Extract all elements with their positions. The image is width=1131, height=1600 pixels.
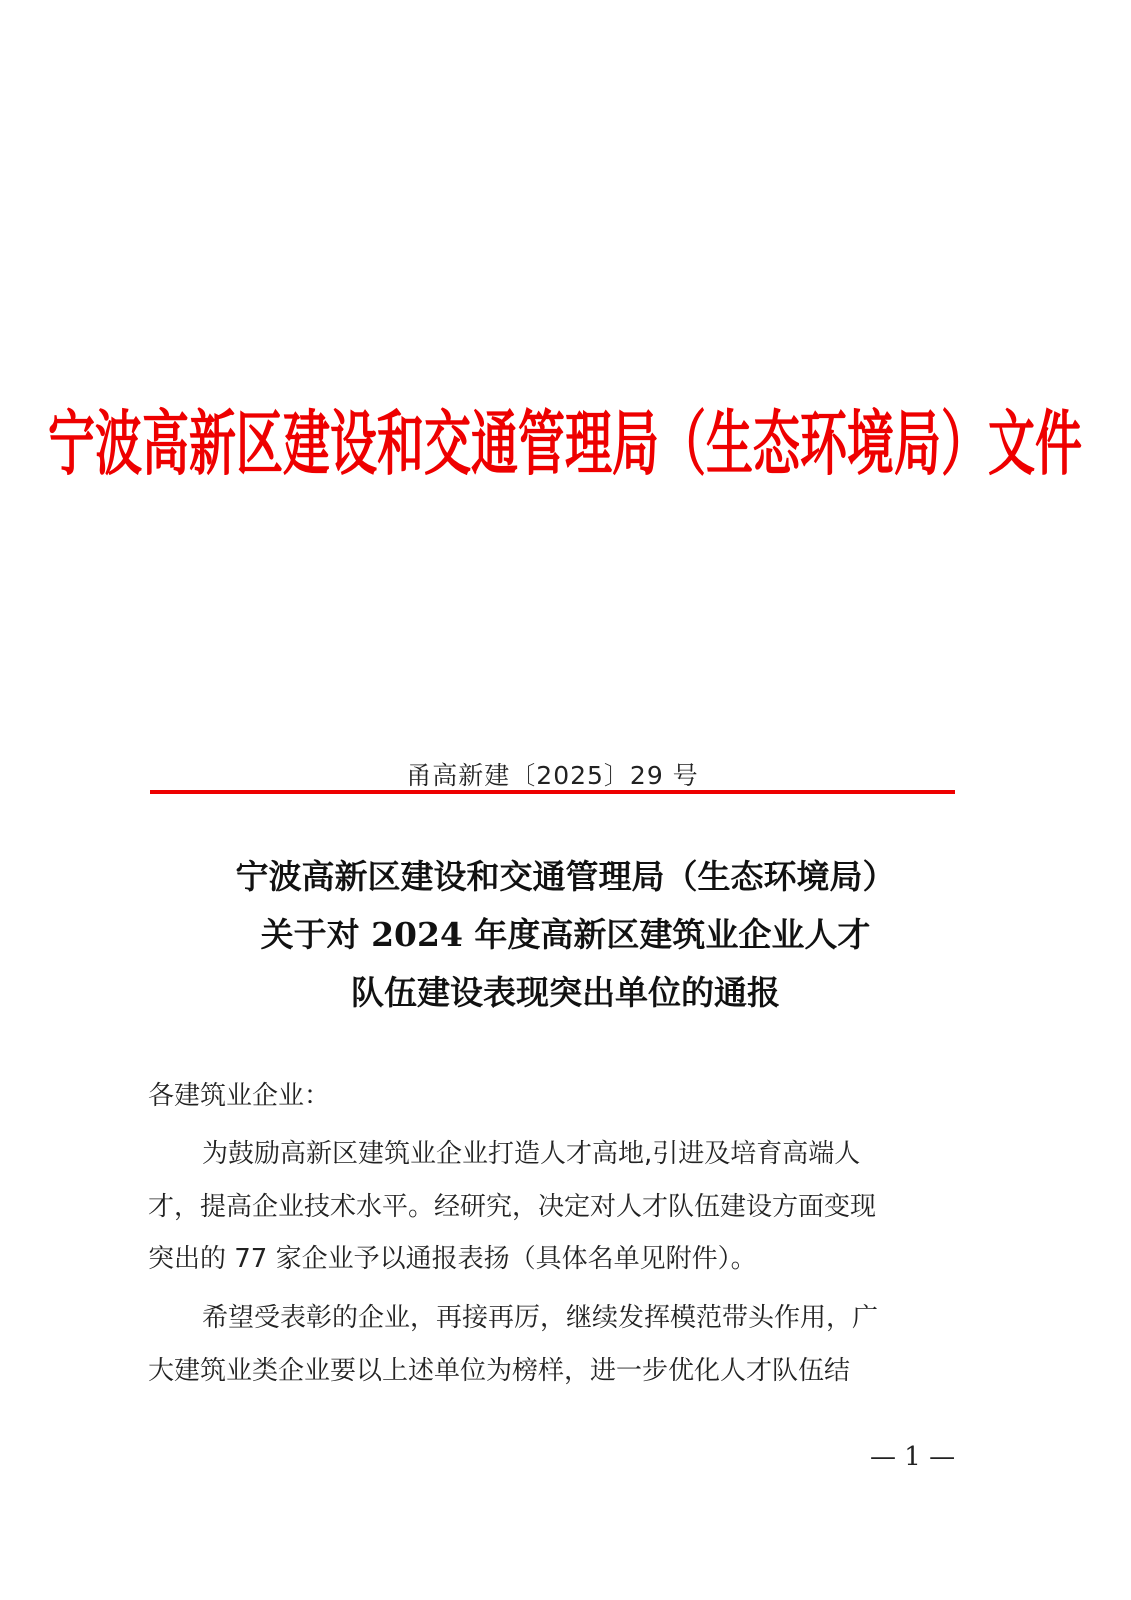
body-paragraph-1-line-3: 突出的 77 家企业予以通报表扬（具体名单见附件）。 xyxy=(148,1244,757,1274)
salutation: 各建筑业企业： xyxy=(148,1081,331,1111)
body-paragraph-2-line-1: 希望受表彰的企业，再接再厉，继续发挥模范带头作用，广 xyxy=(202,1303,879,1333)
red-masthead-heading: 宁波高新区建设和交通管理局（生态环境局）文件 xyxy=(48,402,1082,486)
document-title xyxy=(120,848,1011,1022)
page-number: — 1 — xyxy=(870,1442,956,1472)
title-line-3: 队伍建设表现突出单位的通报 xyxy=(351,973,780,1012)
red-separator-rule xyxy=(150,790,955,794)
title-line-1: 宁波高新区建设和交通管理局（生态环境局） xyxy=(235,857,896,896)
body-paragraph-1-line-1: 为鼓励高新区建筑业企业打造人才高地,引进及培育高端人 xyxy=(202,1139,861,1169)
body-paragraph-1-line-2: 才，提高企业技术水平。经研究，决定对人才队伍建设方面变现 xyxy=(148,1192,877,1222)
body-paragraph-2-line-2: 大建筑业类企业要以上述单位为榜样，进一步优化人才队伍结 xyxy=(148,1356,851,1386)
title-line-2: 关于对 2024 年度高新区建筑业企业人才 xyxy=(260,915,871,954)
document-number: 甬高新建〔2025〕29 号 xyxy=(406,761,699,790)
